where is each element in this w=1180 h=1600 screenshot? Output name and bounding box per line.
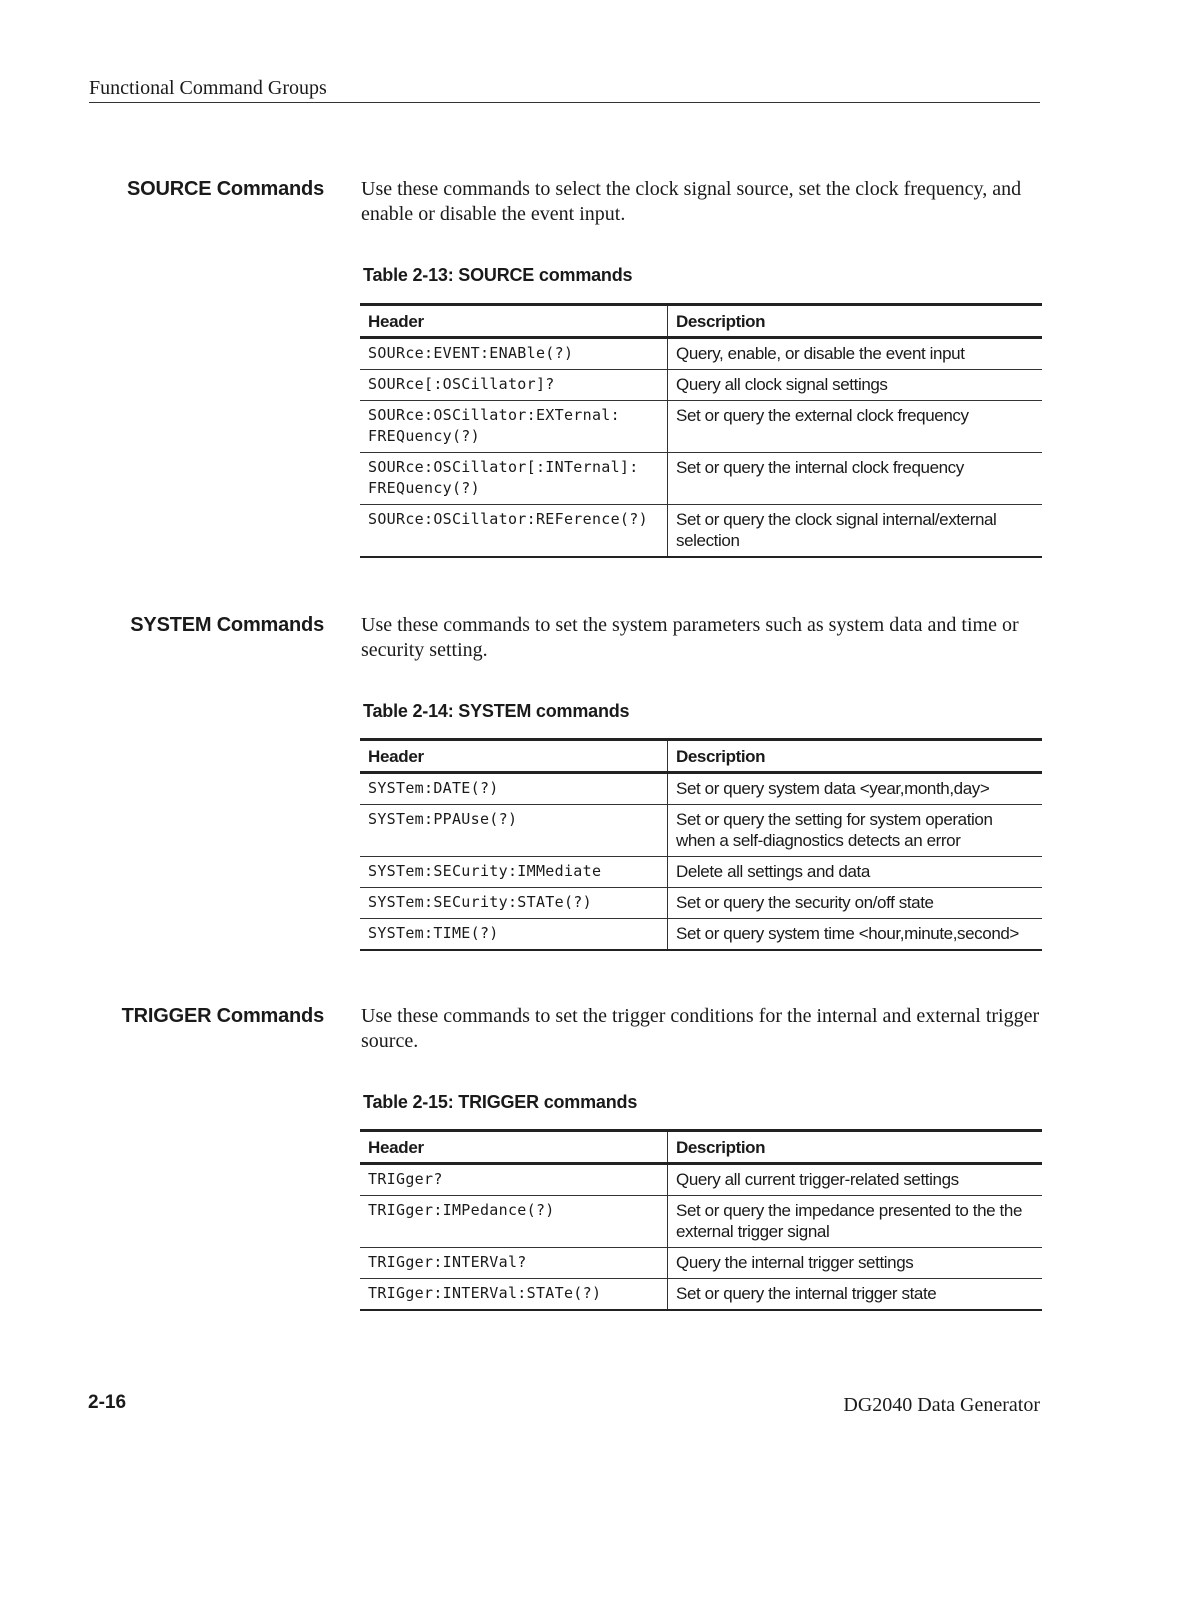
command-header-cell: SYSTem:SECurity:IMMediate xyxy=(360,857,668,888)
command-description-cell: Set or query system time <hour,minute,second> xyxy=(668,919,1043,951)
command-header-cell: TRIGger? xyxy=(360,1164,668,1196)
command-header-cell: SYSTem:TIME(?) xyxy=(360,919,668,951)
source-commands-table xyxy=(360,303,1042,558)
table-row xyxy=(360,1164,1042,1196)
column-header-description: Description xyxy=(668,740,1043,773)
table-header-row xyxy=(360,740,1042,773)
command-description-cell: Query all current trigger-related settings xyxy=(676,1170,959,1189)
command-description-cell: Delete all settings and data xyxy=(668,857,1043,888)
command-header-cell: TRIGger:INTERVal? xyxy=(360,1248,668,1279)
command-header-cell: SOURce:EVENT:ENABle(?) xyxy=(360,338,668,370)
table-caption: Table 2-14: SYSTEM commands xyxy=(363,701,630,721)
command-header-cell: TRIGger:INTERVal:STATe(?) xyxy=(360,1279,668,1311)
command-header-cell: SOURce[:OSCillator]? xyxy=(360,370,668,401)
column-header-header: Header xyxy=(360,305,668,338)
command-description-cell: Query the internal trigger settings xyxy=(668,1248,1043,1279)
command-description-cell: Set or query the internal clock frequency xyxy=(668,453,1043,505)
command-header-cell: TRIGger:IMPedance(?) xyxy=(360,1196,668,1248)
command-description-cell: Query all clock signal settings xyxy=(668,370,1043,401)
column-header-description: Description xyxy=(668,1131,1043,1164)
table-row xyxy=(360,1196,1042,1248)
table-row xyxy=(360,1279,1042,1311)
section-title: SOURCE Commands xyxy=(126,178,324,200)
column-header-description: Description xyxy=(668,305,1043,338)
command-header-cell: SYSTem:SECurity:STATe(?) xyxy=(360,888,668,919)
command-description-cell: Set or query system data <year,month,day> xyxy=(676,779,990,798)
command-description-cell: Set or query the internal trigger state xyxy=(668,1279,1043,1311)
section-title: SYSTEM Commands xyxy=(130,614,324,636)
table-row xyxy=(360,773,1042,805)
table-caption: Table 2-15: TRIGGER commands xyxy=(363,1092,638,1112)
table-header-row xyxy=(360,305,1042,338)
table-row xyxy=(360,1248,1042,1279)
table-row xyxy=(360,453,1042,505)
table-row xyxy=(360,401,1042,453)
table-caption: Table 2-13: SOURCE commands xyxy=(363,265,633,285)
command-header-cell: SOURce:OSCillator[:INTernal]: FREQuency(?) xyxy=(360,453,668,505)
command-description-cell: Set or query the impedance presented to the the external trigger signal xyxy=(668,1196,1043,1248)
trigger-commands-table xyxy=(360,1129,1042,1311)
command-description-cell: Query, enable, or disable the event input xyxy=(676,344,965,363)
column-header-header: Header xyxy=(360,740,668,773)
table-row xyxy=(360,505,1042,558)
table-row xyxy=(360,805,1042,857)
command-header-cell: SOURce:OSCillator:REFerence(?) xyxy=(360,505,668,558)
table-body xyxy=(360,773,1042,951)
section-intro: Use these commands to select the clock signal source, set the clock frequency, and enable or disable the event input. xyxy=(361,178,1022,225)
command-header-cell: SYSTem:PPAUse(?) xyxy=(360,805,668,857)
table-row xyxy=(360,857,1042,888)
command-description-cell: Set or query the external clock frequency xyxy=(668,401,1043,453)
table-row xyxy=(360,370,1042,401)
table-body xyxy=(360,338,1042,558)
command-header-cell: SOURce:OSCillator:EXTernal: FREQuency(?) xyxy=(360,401,668,453)
command-description-cell: Set or query the security on/off state xyxy=(668,888,1043,919)
column-header-header: Header xyxy=(360,1131,668,1164)
table-row xyxy=(360,919,1042,951)
product-name: DG2040 Data Generator xyxy=(843,1394,1040,1416)
command-description-cell: Set or query the clock signal internal/external selection xyxy=(668,505,1043,558)
table-body xyxy=(360,1164,1042,1311)
system-commands-table xyxy=(360,738,1042,951)
command-description-cell: Set or query the setting for system operation when a self-diagnostics detects an error xyxy=(668,805,1043,857)
table-row xyxy=(360,338,1042,370)
section-intro: Use these commands to set the trigger conditions for the internal and external trigger source. xyxy=(361,1005,1040,1052)
section-intro: Use these commands to set the system parameters such as system data and time or security setting. xyxy=(361,614,1019,661)
page-number: 2-16 xyxy=(88,1392,127,1413)
command-header-cell: SYSTem:DATE(?) xyxy=(360,773,668,805)
running-head: Functional Command Groups xyxy=(89,76,1040,103)
section-title: TRIGGER Commands xyxy=(121,1005,324,1027)
table-row xyxy=(360,888,1042,919)
table-header-row xyxy=(360,1131,1042,1164)
